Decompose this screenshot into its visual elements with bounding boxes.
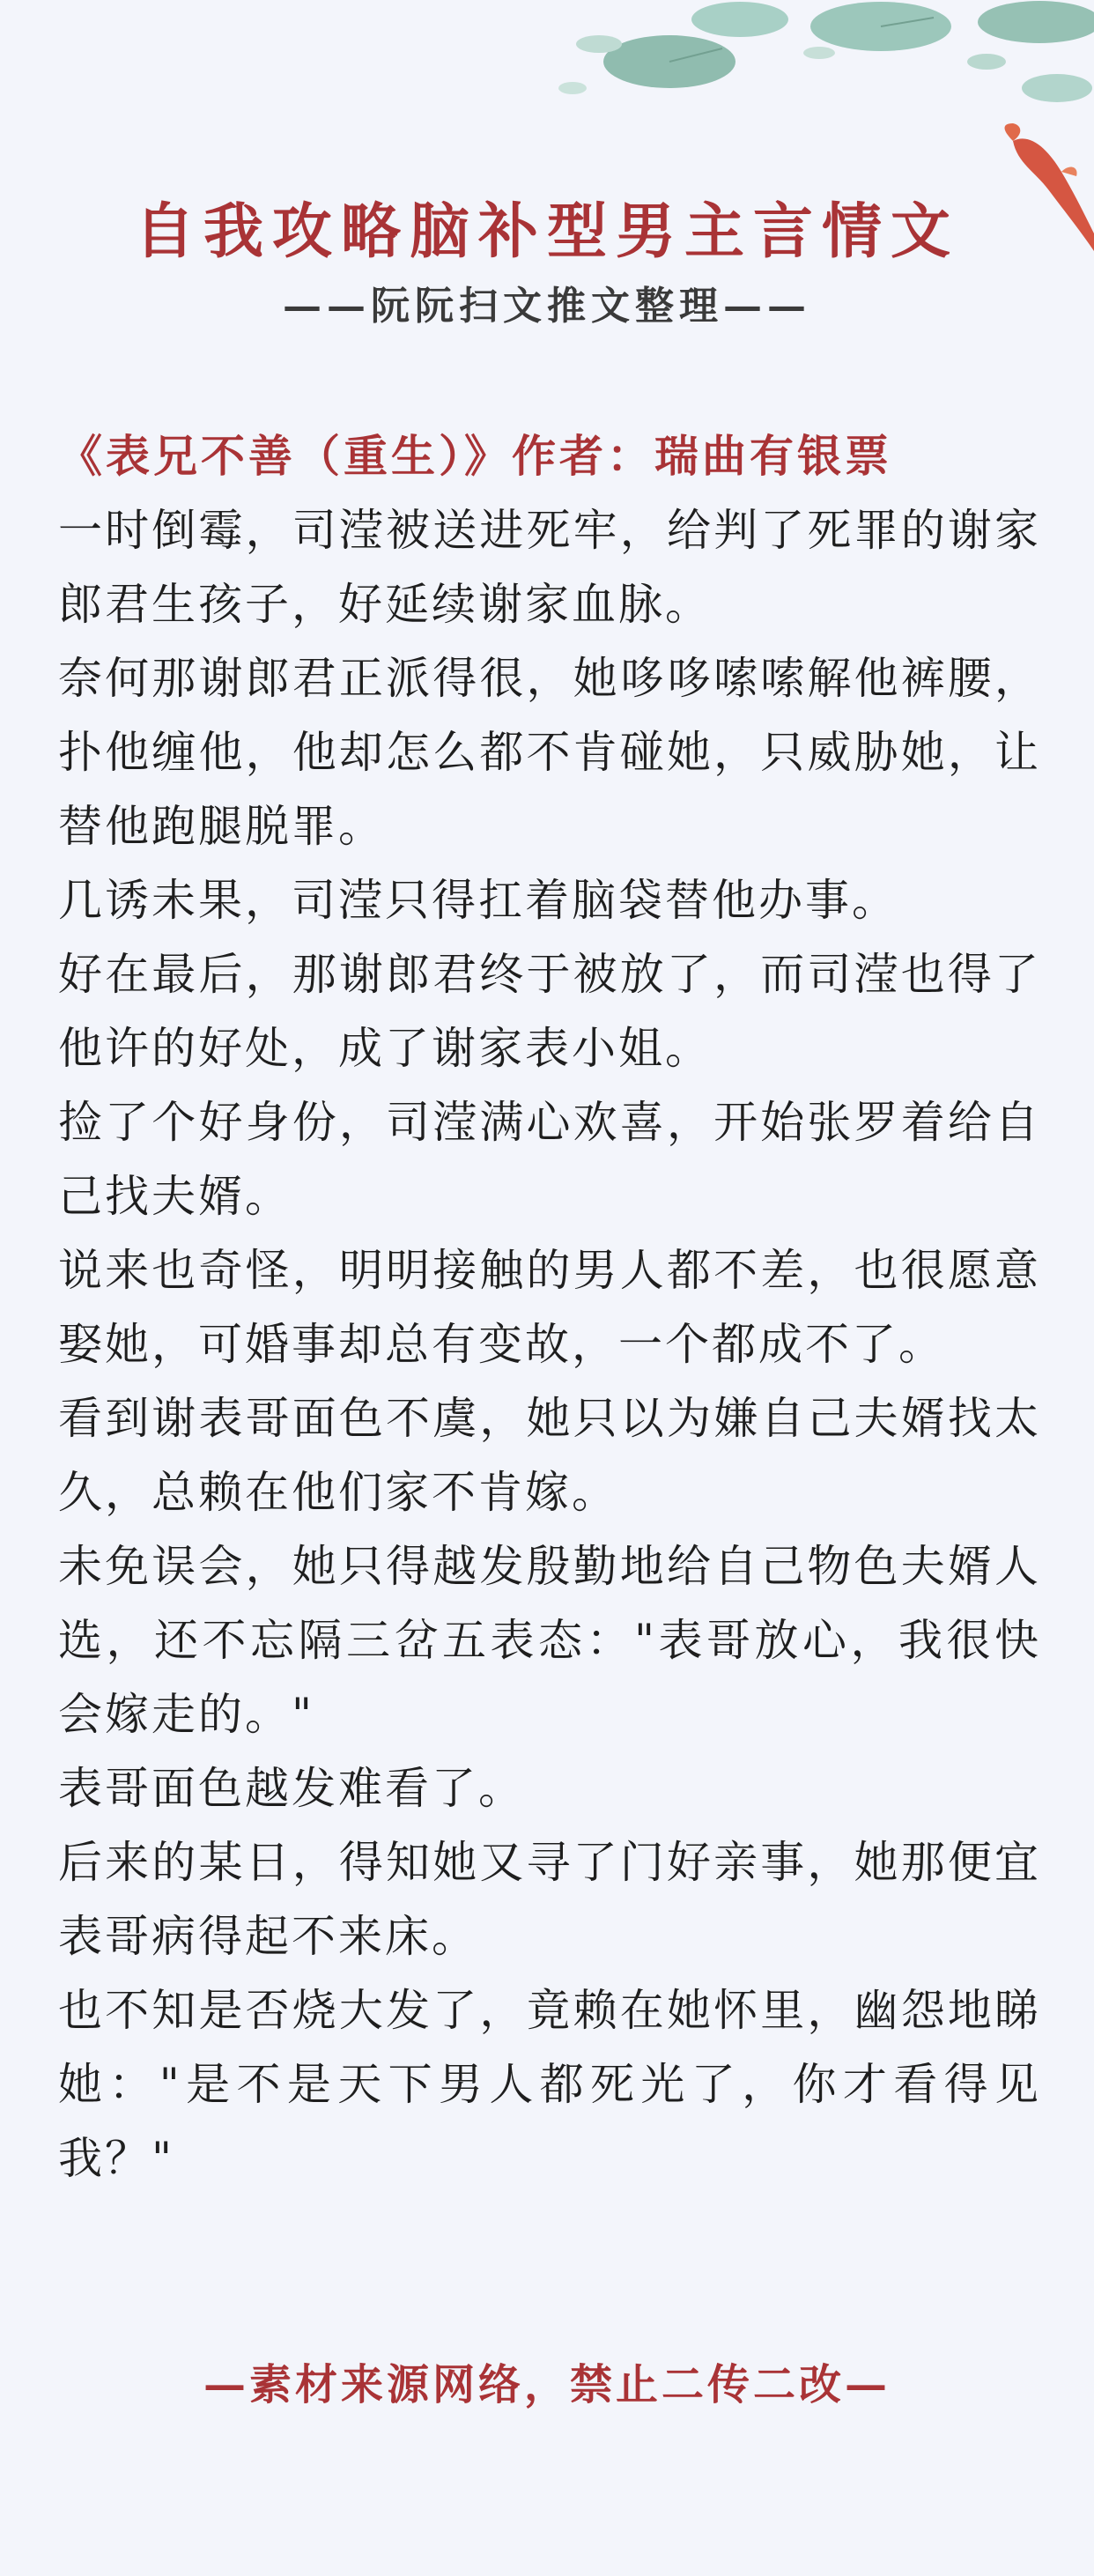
lotus-leaf-icon (558, 1, 1094, 102)
paragraph: 几诱未果，司滢只得扛着脑袋替他办事。 (58, 875, 898, 926)
paragraph: 奈何那谢郎君正派得很，她哆哆嗦嗦解他裤腰，扑他缠他，他却怎么都不肯碰她，只威胁她，让替他跑腿脱罪。 (58, 653, 1041, 852)
paragraph: 后来的某日，得知她又寻了门好亲事，她那便宜表哥病得起不来床。 (58, 1837, 1041, 1962)
paragraph: 捡了个好身份，司滢满心欢喜，开始张罗着给自己找夫婿。 (58, 1097, 1041, 1222)
paragraph: 也不知是否烧大发了，竟赖在她怀里，幽怨地睇她："是不是天下男人都死光了，你才看得见我？" (58, 1985, 1041, 2184)
article-body (58, 419, 1041, 2195)
paragraph: 说来也奇怪，明明接触的男人都不差，也很愿意娶她，可婚事却总有变故，一个都成不了。 (58, 1245, 1041, 1370)
paragraph: 好在最后，那谢郎君终于被放了，而司滢也得了他许的好处，成了谢家表小姐。 (58, 949, 1041, 1074)
book-title: 《表兄不善（重生）》作者：瑞曲有银票 (58, 430, 892, 482)
footer-notice: —素材来源网络，禁止二传二改— (203, 2360, 891, 2409)
paragraph: 表哥面色越发难看了。 (58, 1763, 525, 1814)
page-title: 自我攻略脑补型男主言情文 (134, 196, 959, 267)
paragraph: 未免误会，她只得越发殷勤地给自己物色夫婿人选，还不忘隔三岔五表态："表哥放心，我很快会嫁走的。" (58, 1541, 1041, 1740)
paragraph: 看到谢表哥面色不虞，她只以为嫌自己夫婿找太久，总赖在他们家不肯嫁。 (58, 1393, 1041, 1518)
paragraph: 一时倒霉，司滢被送进死牢，给判了死罪的谢家郎君生孩子，好延续谢家血脉。 (58, 505, 1041, 630)
page-subtitle: ——阮阮扫文推文整理—— (283, 284, 811, 329)
